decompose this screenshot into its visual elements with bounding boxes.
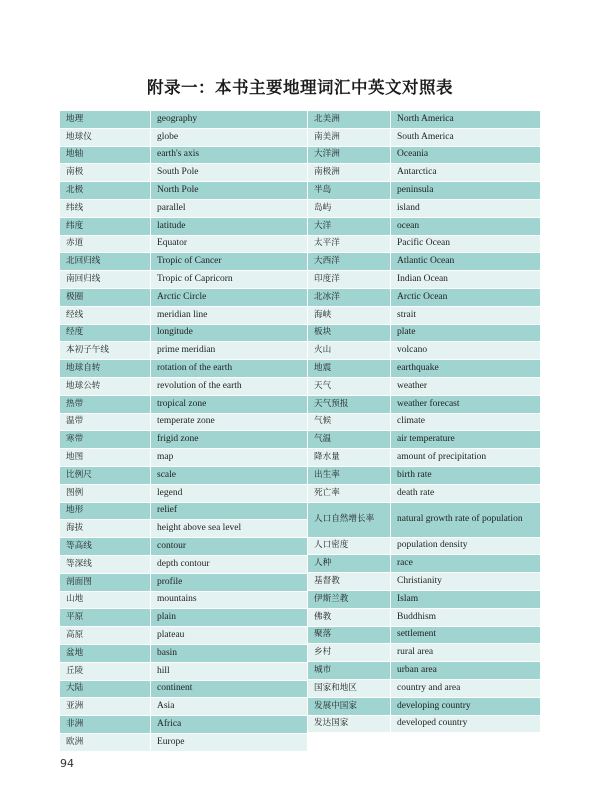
english-term: longitude <box>151 324 308 342</box>
table-row <box>308 288 540 306</box>
english-term: race <box>391 555 541 573</box>
english-term: profile <box>151 573 308 591</box>
table-row <box>308 644 540 662</box>
table-row <box>308 537 540 555</box>
table-row <box>60 627 307 645</box>
chinese-term: 南回归线 <box>60 271 151 289</box>
english-term: contour <box>151 538 308 556</box>
chinese-term: 印度洋 <box>308 271 391 289</box>
chinese-term: 气温 <box>308 431 391 449</box>
chinese-term: 纬度 <box>60 217 151 235</box>
table-row <box>308 502 540 537</box>
english-term: Pacific Ocean <box>391 235 541 253</box>
chinese-term: 天气 <box>308 377 391 395</box>
table-row <box>308 590 540 608</box>
chinese-term: 地轴 <box>60 146 151 164</box>
chinese-term: 人口自然增长率 <box>308 502 391 537</box>
table-row <box>308 715 540 733</box>
chinese-term: 山地 <box>60 591 151 609</box>
english-term: earth's axis <box>151 146 308 164</box>
english-term: South America <box>391 128 541 146</box>
chinese-term: 赤道 <box>60 235 151 253</box>
english-term: legend <box>151 484 308 502</box>
english-term: birth rate <box>391 466 541 484</box>
table-row <box>60 235 307 253</box>
table-row <box>308 573 540 591</box>
table-row <box>60 199 307 217</box>
english-term: temperate zone <box>151 413 308 431</box>
table-row <box>60 662 307 680</box>
english-term: volcano <box>391 342 541 360</box>
page-number: 94 <box>60 757 74 770</box>
english-term: globe <box>151 128 308 146</box>
table-row <box>308 608 540 626</box>
chinese-term: 高原 <box>60 627 151 645</box>
glossary-table-left <box>60 110 307 752</box>
english-term: peninsula <box>391 182 541 200</box>
chinese-term: 半岛 <box>308 182 391 200</box>
table-row <box>60 360 307 378</box>
english-term: amount of precipitation <box>391 449 541 467</box>
table-row <box>60 716 307 734</box>
table-row <box>60 182 307 200</box>
table-row <box>60 217 307 235</box>
table-row <box>60 164 307 182</box>
english-term: continent <box>151 680 308 698</box>
english-term: Asia <box>151 698 308 716</box>
table-row <box>60 733 307 751</box>
table-row <box>60 342 307 360</box>
english-term: climate <box>391 413 541 431</box>
chinese-term: 寒带 <box>60 431 151 449</box>
english-term: death rate <box>391 484 541 502</box>
table-row <box>60 555 307 573</box>
chinese-term: 北极 <box>60 182 151 200</box>
chinese-term: 城市 <box>308 662 391 680</box>
chinese-term: 等深线 <box>60 555 151 573</box>
english-term: mountains <box>151 591 308 609</box>
table-row <box>308 146 540 164</box>
english-term: basin <box>151 644 308 662</box>
table-row <box>308 697 540 715</box>
table-row <box>308 449 540 467</box>
english-term: Tropic of Capricorn <box>151 271 308 289</box>
chinese-term: 地理 <box>60 111 151 129</box>
table-row <box>308 555 540 573</box>
chinese-term: 人种 <box>308 555 391 573</box>
english-term: Arctic Circle <box>151 288 308 306</box>
chinese-term: 地球仪 <box>60 128 151 146</box>
chinese-term: 乡村 <box>308 644 391 662</box>
table-row <box>60 431 307 449</box>
table-row <box>60 609 307 627</box>
table-row <box>60 288 307 306</box>
table-row <box>60 449 307 467</box>
english-term: Africa <box>151 716 308 734</box>
english-term: weather <box>391 377 541 395</box>
chinese-term: 降水量 <box>308 449 391 467</box>
glossary-table-right <box>308 110 540 733</box>
table-row <box>308 342 540 360</box>
english-term: ocean <box>391 217 541 235</box>
table-row <box>60 698 307 716</box>
english-term: Oceania <box>391 146 541 164</box>
table-row <box>60 573 307 591</box>
table-row <box>308 662 540 680</box>
chinese-term: 纬线 <box>60 199 151 217</box>
english-term: Equator <box>151 235 308 253</box>
table-row <box>60 466 307 484</box>
chinese-term: 板块 <box>308 324 391 342</box>
english-term: urban area <box>391 662 541 680</box>
chinese-term: 太平洋 <box>308 235 391 253</box>
english-term: height above sea level <box>151 520 308 538</box>
chinese-term: 欧洲 <box>60 733 151 751</box>
table-row <box>308 306 540 324</box>
table-row <box>60 271 307 289</box>
table-row <box>308 413 540 431</box>
english-term: air temperature <box>391 431 541 449</box>
table-row <box>308 164 540 182</box>
chinese-term: 岛屿 <box>308 199 391 217</box>
chinese-term: 死亡率 <box>308 484 391 502</box>
chinese-term: 大洋洲 <box>308 146 391 164</box>
english-term: settlement <box>391 626 541 644</box>
english-term: rotation of the earth <box>151 360 308 378</box>
english-term: Atlantic Ocean <box>391 253 541 271</box>
english-term: geography <box>151 111 308 129</box>
english-term: Europe <box>151 733 308 751</box>
table-row <box>308 235 540 253</box>
chinese-term: 人口密度 <box>308 537 391 555</box>
table-row <box>308 431 540 449</box>
chinese-term: 经线 <box>60 306 151 324</box>
table-row <box>308 199 540 217</box>
english-term: earthquake <box>391 360 541 378</box>
table-row <box>60 538 307 556</box>
table-row <box>308 395 540 413</box>
chinese-term: 非洲 <box>60 716 151 734</box>
table-row <box>308 111 540 129</box>
english-term: parallel <box>151 199 308 217</box>
chinese-term: 聚落 <box>308 626 391 644</box>
table-row <box>60 484 307 502</box>
english-term: North Pole <box>151 182 308 200</box>
table-row <box>60 591 307 609</box>
table-row <box>308 360 540 378</box>
chinese-term: 地震 <box>308 360 391 378</box>
table-row <box>60 502 307 520</box>
table-row <box>308 484 540 502</box>
table-row <box>308 324 540 342</box>
table-row <box>60 253 307 271</box>
table-row <box>308 182 540 200</box>
table-row <box>60 644 307 662</box>
chinese-term: 海峡 <box>308 306 391 324</box>
english-term: developed country <box>391 715 541 733</box>
chinese-term: 剖面图 <box>60 573 151 591</box>
chinese-term: 亚洲 <box>60 698 151 716</box>
table-row <box>60 377 307 395</box>
english-term: North America <box>391 111 541 129</box>
english-term: population density <box>391 537 541 555</box>
chinese-term: 佛教 <box>308 608 391 626</box>
chinese-term: 大陆 <box>60 680 151 698</box>
chinese-term: 大西洋 <box>308 253 391 271</box>
chinese-term: 热带 <box>60 395 151 413</box>
table-row <box>60 146 307 164</box>
english-term: plate <box>391 324 541 342</box>
table-row <box>60 324 307 342</box>
chinese-term: 温带 <box>60 413 151 431</box>
table-row <box>308 626 540 644</box>
chinese-term: 基督教 <box>308 573 391 591</box>
chinese-term: 北回归线 <box>60 253 151 271</box>
english-term: plateau <box>151 627 308 645</box>
chinese-term: 等高线 <box>60 538 151 556</box>
table-row <box>60 395 307 413</box>
english-term: Antarctica <box>391 164 541 182</box>
english-term: hill <box>151 662 308 680</box>
chinese-term: 地球公转 <box>60 377 151 395</box>
chinese-term: 丘陵 <box>60 662 151 680</box>
table-row <box>60 680 307 698</box>
table-row <box>308 377 540 395</box>
english-term: prime meridian <box>151 342 308 360</box>
chinese-term: 图例 <box>60 484 151 502</box>
page-title: 附录一：本书主要地理词汇中英文对照表 <box>147 78 453 97</box>
english-term: Islam <box>391 590 541 608</box>
english-term: developing country <box>391 697 541 715</box>
english-term: meridian line <box>151 306 308 324</box>
table-row <box>308 217 540 235</box>
chinese-term: 经度 <box>60 324 151 342</box>
chinese-term: 南极洲 <box>308 164 391 182</box>
chinese-term: 北冰洋 <box>308 288 391 306</box>
chinese-term: 地形 <box>60 502 151 520</box>
chinese-term: 极圈 <box>60 288 151 306</box>
chinese-term: 气候 <box>308 413 391 431</box>
english-term: latitude <box>151 217 308 235</box>
table-row <box>60 413 307 431</box>
english-term: weather forecast <box>391 395 541 413</box>
english-term: country and area <box>391 679 541 697</box>
chinese-term: 比例尺 <box>60 466 151 484</box>
chinese-term: 盆地 <box>60 644 151 662</box>
chinese-term: 平原 <box>60 609 151 627</box>
chinese-term: 天气预报 <box>308 395 391 413</box>
chinese-term: 发达国家 <box>308 715 391 733</box>
chinese-term: 本初子午线 <box>60 342 151 360</box>
table-row <box>60 520 307 538</box>
chinese-term: 出生率 <box>308 466 391 484</box>
chinese-term: 火山 <box>308 342 391 360</box>
chinese-term: 发展中国家 <box>308 697 391 715</box>
chinese-term: 北美洲 <box>308 111 391 129</box>
english-term: Christianity <box>391 573 541 591</box>
english-term: natural growth rate of population <box>391 502 541 537</box>
table-row <box>60 128 307 146</box>
english-term: strait <box>391 306 541 324</box>
english-term: Tropic of Cancer <box>151 253 308 271</box>
chinese-term: 海拔 <box>60 520 151 538</box>
chinese-term: 大洋 <box>308 217 391 235</box>
chinese-term: 地球自转 <box>60 360 151 378</box>
english-term: plain <box>151 609 308 627</box>
table-row <box>308 253 540 271</box>
table-row <box>308 128 540 146</box>
english-term: Buddhism <box>391 608 541 626</box>
english-term: frigid zone <box>151 431 308 449</box>
english-term: depth contour <box>151 555 308 573</box>
english-term: Arctic Ocean <box>391 288 541 306</box>
table-row <box>308 679 540 697</box>
table-row <box>60 306 307 324</box>
chinese-term: 南极 <box>60 164 151 182</box>
chinese-term: 地图 <box>60 449 151 467</box>
table-row <box>308 466 540 484</box>
chinese-term: 国家和地区 <box>308 679 391 697</box>
english-term: relief <box>151 502 308 520</box>
table-row <box>308 271 540 289</box>
english-term: map <box>151 449 308 467</box>
english-term: scale <box>151 466 308 484</box>
english-term: island <box>391 199 541 217</box>
chinese-term: 伊斯兰教 <box>308 590 391 608</box>
english-term: rural area <box>391 644 541 662</box>
english-term: revolution of the earth <box>151 377 308 395</box>
english-term: Indian Ocean <box>391 271 541 289</box>
english-term: South Pole <box>151 164 308 182</box>
english-term: tropical zone <box>151 395 308 413</box>
table-row <box>60 111 307 129</box>
chinese-term: 南美洲 <box>308 128 391 146</box>
